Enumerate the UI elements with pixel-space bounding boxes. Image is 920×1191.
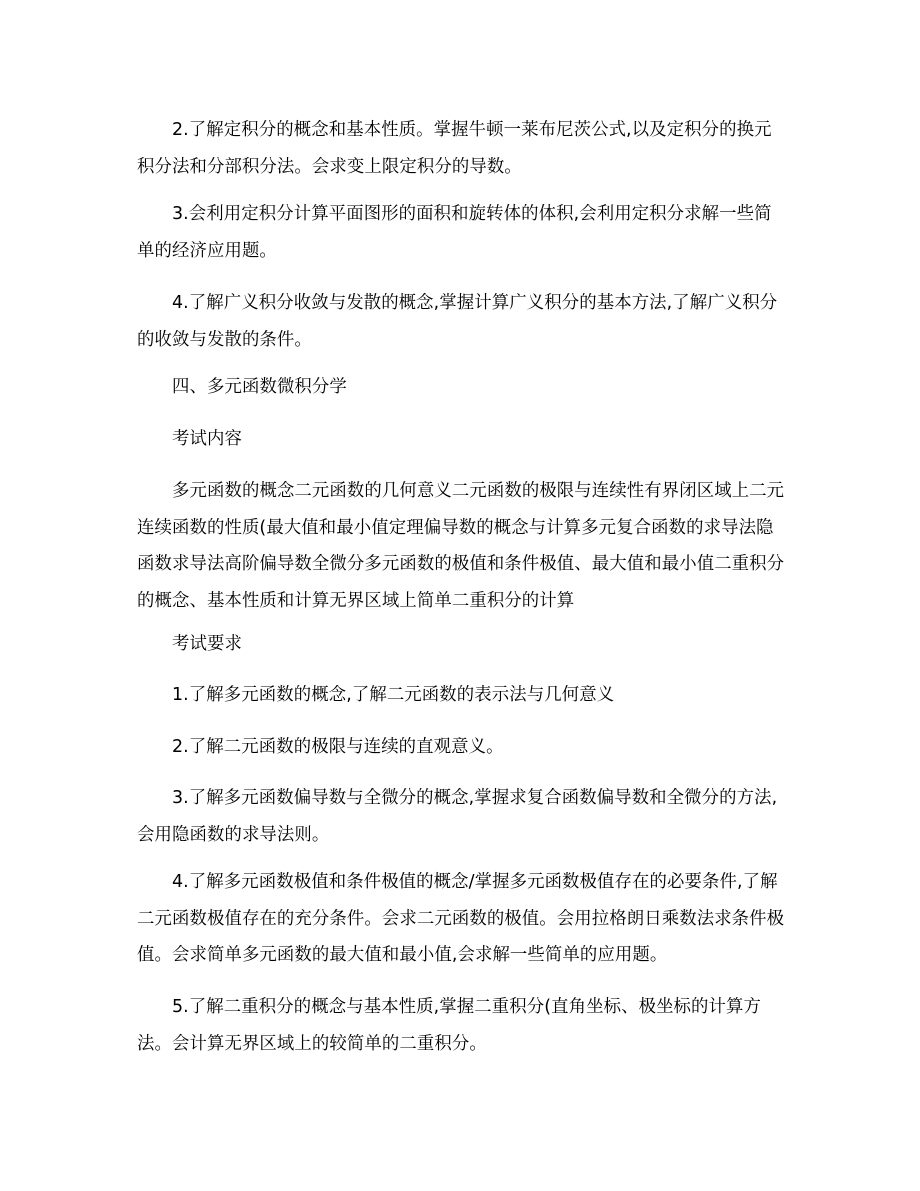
subheading-exam-content: 考试内容: [172, 429, 242, 449]
paragraph-definite-integral-concept: 2.了解定积分的概念和基本性质。掌握牛顿一莱布尼茨公式,以及定积分的换元积分法和分部积分法。会求变上限定积分的导数。: [137, 120, 772, 177]
requirement-item-1: 1.了解多元函数的概念,了解二元函数的表示法与几何意义: [172, 685, 615, 705]
requirement-item-3: 3.了解多元函数偏导数与全微分的概念,掌握求复合函数偏导数和全微分的方法,会用隐函数的求导法则。: [137, 788, 778, 845]
requirement-item-2: 2.了解二元函数的极限与连续的直观意义。: [172, 737, 504, 757]
requirement-item-4: 4.了解多元函数极值和条件极值的概念/掌握多元函数极值存在的必要条件,了解二元函数极值存在的充分条件。会求二元函数的极值。会用拉格朗日乘数法求条件极值。会求简单多元函数的最大值和最小值,会求解一些简单的应用题。: [137, 872, 785, 965]
requirement-item-5: 5.了解二重积分的概念与基本性质,掌握二重积分(直角坐标、极坐标的计算方法。会计算无界区域上的较简单的二重积分。: [137, 997, 762, 1054]
subheading-exam-requirements: 考试要求: [172, 634, 242, 654]
section-heading-multivariable-calculus: 四、多元函数微积分学: [172, 377, 347, 397]
paragraph-definite-integral-applications: 3.会利用定积分计算平面图形的面积和旋转体的体积,会利用定积分求解一些简单的经济应用题。: [137, 204, 772, 261]
paragraph-improper-integral: 4.了解广义积分收敛与发散的概念,掌握计算广义积分的基本方法,了解广义积分的收敛与发散的条件。: [137, 293, 778, 350]
paragraph-exam-content-list: 多元函数的概念二元函数的几何意义二元函数的极限与连续性有界闭区域上二元连续函数的性质(最大值和最小值定理偏导数的概念与计算多元复合函数的求导法隐函数求导法高阶偏导数全微分多元函数的极值和条件极值、最大值和最小值二重积分的概念、基本性质和计算无界区域上简单二重积分的计算: [137, 481, 785, 611]
